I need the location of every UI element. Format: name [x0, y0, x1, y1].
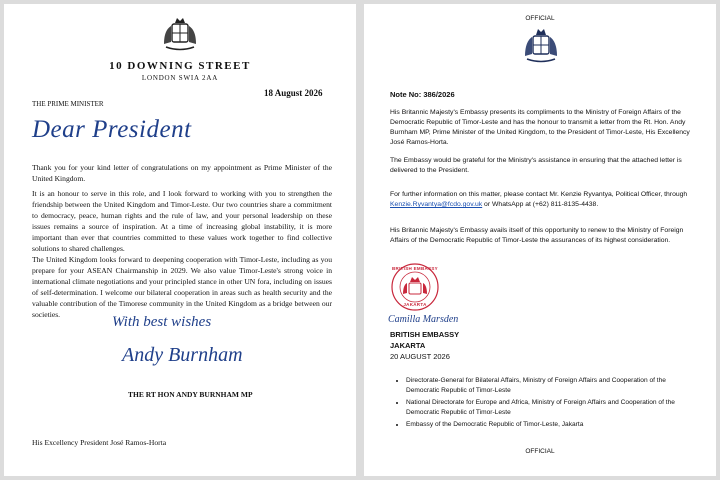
note-paragraph-1: His Britannic Majesty's Embassy presents its compliments to the Ministry of Foreign Affairs of the Democratic Republic of Timor-Leste and has the honour to transmit a letter from the Rt. Hon. Andy Burnham MP, Prime Minister of the United Kingdom, to the President of Timor-Leste, His Excellency José Ramos-Horta. [390, 109, 690, 146]
distribution-item: • Directorate-General for Bilateral Affairs, Ministry of Foreign Affairs and Cooperation of the Democratic Republic of Timor-Leste [406, 376, 696, 395]
sender-date: 20 AUGUST 2026 [390, 352, 450, 361]
closing-paragraph: His Britannic Majesty's Embassy avails itself of this opportunity to renew to the Ministry of Foreign Affairs of the Democratic Republic of Timor-Leste the assurances of its highest consideration. [390, 227, 684, 244]
classification-top: OFFICIAL [525, 15, 555, 22]
handwritten-closing: With best wishes [112, 314, 212, 330]
address-line-2: LONDON SWIA 2AA [141, 74, 219, 82]
handwritten-salutation: Dear President [32, 116, 192, 143]
royal-coat-of-arms-icon [160, 14, 200, 54]
note-paragraph-2: The Embassy would be grateful for the Ministry's assistance in ensuring that the attached letter is delivered to the President. [390, 157, 682, 174]
signatory-name: THE RT HON ANDY BURNHAM MP [128, 390, 253, 399]
contact-prefix: For further information on this matter, please contact Mr. Kenzie Ryvantya, Political Officer, through [390, 191, 688, 198]
contact-suffix: or WhatsApp at (+62) 811-8135-4438. [482, 201, 599, 208]
distribution-item: • Embassy of the Democratic Republic of Timor-Leste, Jakarta [406, 420, 696, 430]
handwritten-signature: Andy Burnham [122, 344, 243, 366]
sender-name: BRITISH EMBASSY [390, 330, 460, 339]
addressee: His Excellency President José Ramos-Horta [32, 438, 167, 447]
stamp-bottom-text: JAKARTA [403, 302, 427, 307]
contact-email-link[interactable]: Kenzie.Ryvantya@fcdo.gov.uk [390, 201, 483, 208]
note-number: Note No: 386/2026 [390, 90, 455, 99]
contact-paragraph [390, 190, 690, 210]
letter-paragraph-1: Thank you for your kind letter of congratulations on my appointment as Prime Minister of the United Kingdom. [32, 163, 332, 183]
distribution-item: • National Directorate for Europe and Africa, Ministry of Foreign Affairs and Cooperation of the Democratic Republic of Timor-Leste [406, 398, 696, 417]
address-line-1: 10 DOWNING STREET [109, 60, 251, 72]
distribution-list [392, 376, 696, 433]
sender-city: JAKARTA [390, 341, 426, 350]
letter-date: 18 August 2026 [264, 88, 323, 98]
embassy-stamp [390, 262, 440, 312]
royal-crest-icon [522, 24, 560, 66]
pm-letter-page [4, 4, 356, 476]
letter-paragraph-2: It is an honour to serve in this role, and I look forward to working with you to strengthen the friendship between the United Kingdom and Timor-Leste. Our two countries share a commitment to democracy, peace, human rights and the rule of law, and your personal leadership on these issues remains a source of inspiration. At a time of increasing global instability, it is more important than ever that countries committed to these values work together to find collective solutions to shared challenges. [32, 189, 332, 253]
embassy-note-page [364, 4, 716, 476]
classification-bottom: OFFICIAL [525, 448, 555, 455]
sender-title: THE PRIME MINISTER [32, 100, 104, 108]
letter-paragraph-3: The United Kingdom looks forward to deepening cooperation with Timor-Leste, including as you prepare for your ASEAN Chairmanship in 2029. We also value Timor-Leste's strong voice in international climate negotiations and your principled stance in other UN fora, including on issues of self-determination. I welcome our bilateral cooperation in areas such as health security and the valuable contribution of the Timorese community in the United Kingdom as a bridge between our societies. [32, 255, 332, 319]
stamp-top-text: BRITISH EMBASSY [391, 266, 438, 271]
embassy-signature: Camilla Marsden [388, 314, 459, 325]
